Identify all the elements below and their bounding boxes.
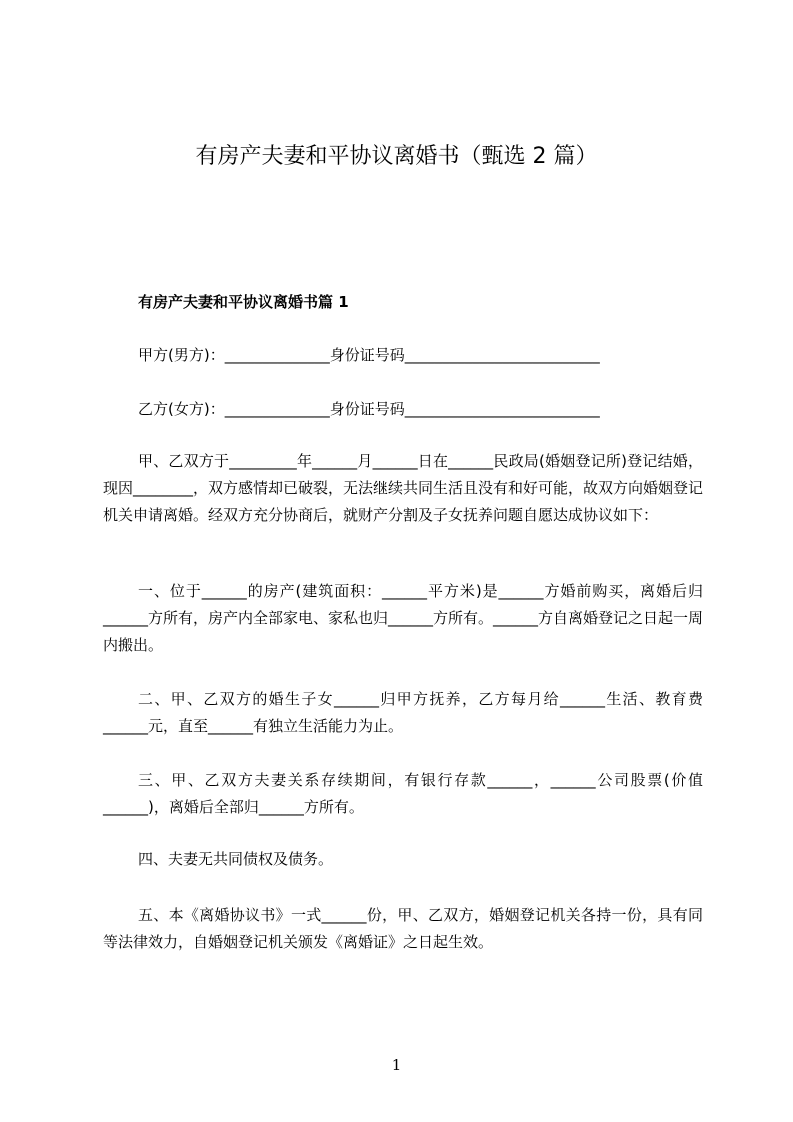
section-heading: 有房产夫妻和平协议离婚书篇 1: [138, 293, 349, 311]
party-a-line: 甲方(男方)：______________身份证号码__________________________: [138, 346, 600, 364]
paragraph-intro: 甲、乙双方于_________年______月______日在______民政局(婚姻登记所)登记结婚，现因________，双方感情却已破裂，无法继续共同生活且没有和好可能，故双方向婚姻登记机关申请离婚。经双方充分协商后，就财产分割及子女抚养问题自愿达成协议如下：: [103, 452, 704, 524]
paragraph-clause-5: 五、本《离婚协议书》一式______份，甲、乙双方，婚姻登记机关各持一份，具有同等法律效力，自婚姻登记机关颁发《离婚证》之日起生效。: [103, 906, 703, 951]
paragraph-clause-2: 二、甲、乙双方的婚生子女______归甲方抚养，乙方每月给______生活、教育费______元，直至______有独立生活能力为止。: [103, 690, 703, 735]
page-number: 1: [391, 1056, 402, 1074]
paragraph-clause-3: 三、甲、乙双方夫妻关系存续期间，有银行存款______，______公司股票(价值______)，离婚后全部归______方所有。: [103, 771, 703, 816]
paragraph-clause-4: 四、夫妻无共同债权及债务。: [138, 850, 334, 868]
paragraph-clause-1: 一、位于______的房产(建筑面积：______平方米)是______方婚前购买，离婚后归______方所有，房产内全部家电、家私也归______方所有。______方自离婚登记之日起一周内搬出。: [103, 582, 704, 654]
party-b-line: 乙方(女方)：______________身份证号码__________________________: [138, 400, 600, 418]
document-title: 有房产夫妻和平协议离婚书（甄选 2 篇）: [195, 144, 598, 169]
